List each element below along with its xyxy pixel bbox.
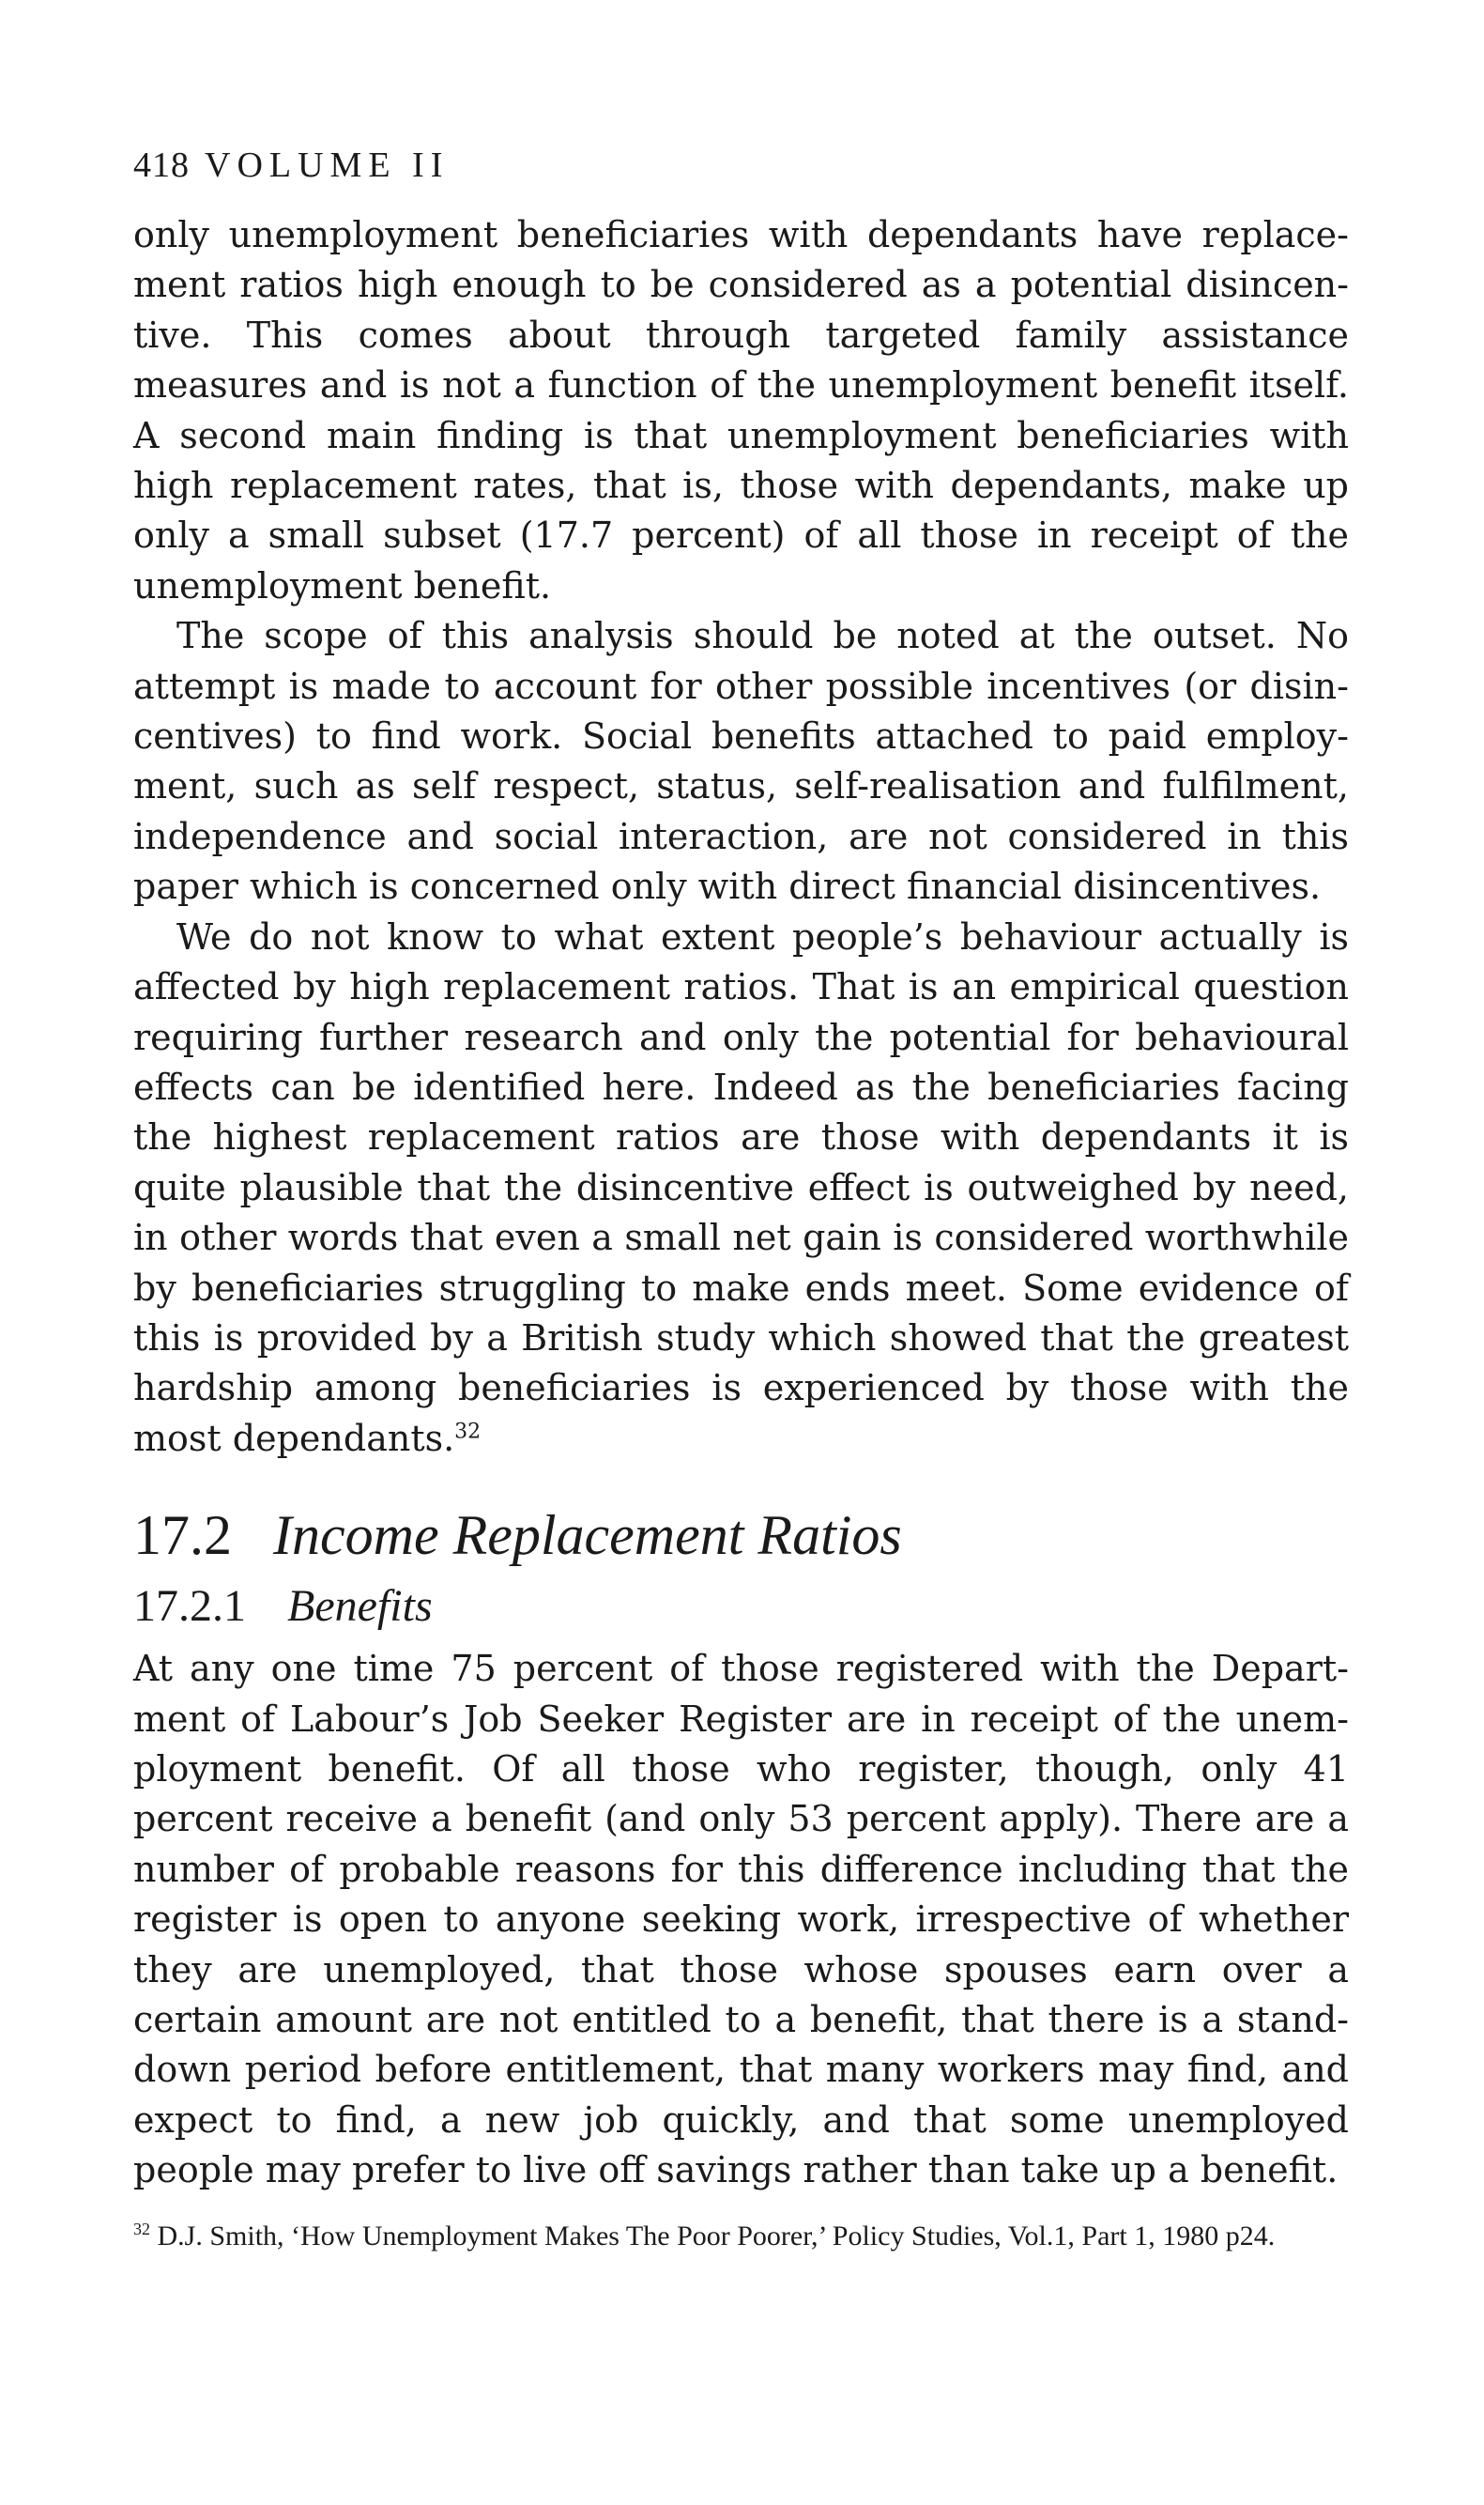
section-title: Income Replacement Ratios xyxy=(273,1504,902,1567)
footnote-marker: 32 xyxy=(133,2219,150,2238)
footnote-text: D.J. Smith, ‘How Unemployment Makes The Poor Poorer,’ Policy Studies, Vol.1, Part 1, 1980 p24. xyxy=(157,2220,1276,2251)
paragraph-2: The scope of this analysis should be noted at the outset. No attempt is made to account for other possible incentives (or disincentives) to find work. Social benefits attached to paid employment, such as self respect, status, self-realisation and fulfilment, independence and social interaction, are not considered in this paper which is concerned only with direct financial disincentives. xyxy=(133,615,1349,908)
section-heading xyxy=(133,1501,1349,1569)
subsection-title: Benefits xyxy=(287,1581,433,1632)
section-number: 17.2 xyxy=(133,1504,232,1567)
running-head xyxy=(133,141,1349,190)
footnote-reference: 32 xyxy=(454,1420,482,1444)
subsection-heading xyxy=(133,1578,1349,1635)
paragraph-1: only unemployment beneficiaries with dependants have replacement ratios high enough to be considered as a potential disincentive. This comes about through targeted family assistance measures and is not a function of the unemployment benefit itself. A second main finding is that unemployment beneficiaries with high replacement rates, that is, those with dependants, make up only a small subset (17.7 percent) of all those in receipt of the unemployment benefit. xyxy=(133,214,1349,607)
volume-label: VOLUME II xyxy=(205,146,450,185)
paragraph-3 xyxy=(133,913,1349,1464)
paragraph-4: At any one time 75 percent of those registered with the Department of Labour’s Job Seeker Register are in receipt of the unemployment benefit. Of all those who register, though, only 41 percent receive a benefit (and only 53 percent apply). There are a number of probable reasons for this difference including that the register is open to anyone seeking work, irrespective of whether they are unemployed, that those whose spouses earn over a certain amount are not entitled to a benefit, that there is a stand-down period before entitlement, that many workers may find, and expect to find, a new job quickly, and that some unemployed people may prefer to live off savings rather than take up a benefit. xyxy=(133,1648,1349,2191)
paragraph-3-text: We do not know to what extent people’s behaviour actually is affected by high replacement ratios. That is an empirical question requiring further research and only the potential for behavioural effects can be identified here. Indeed as the beneficiaries facing the highest replacement ratios are those with dependants it is quite plausible that the disincentive effect is outweighed by need, in other words that even a small net gain is considered worthwhile by beneficiaries struggling to make ends meet. Some evidence of this is provided by a British study which showed that the greatest hardship among beneficiaries is experienced by those with the most dependants. xyxy=(133,915,1349,1459)
document-page xyxy=(133,141,1349,2256)
footnote xyxy=(133,2217,1349,2256)
subsection-number: 17.2.1 xyxy=(133,1581,246,1632)
page-number: 418 xyxy=(133,146,190,185)
